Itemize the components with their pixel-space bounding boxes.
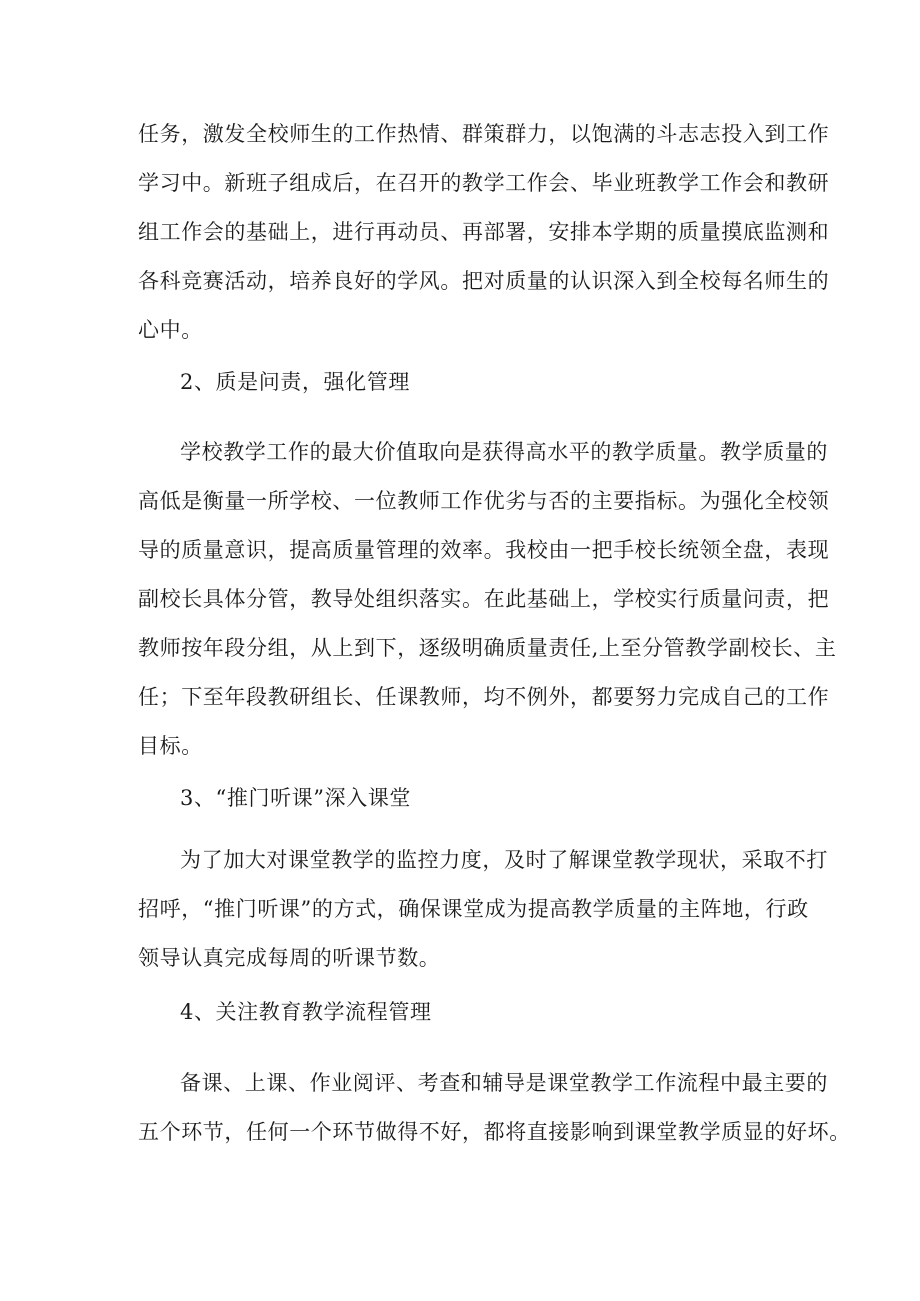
- text-line: 备课、上课、作业阅评、考查和辅导是课堂教学工作流程中最主要的: [180, 1071, 828, 1095]
- text-line: 导的质量意识，提高质量管理的效率。我校由一把手校长统领全盘，表现: [138, 538, 830, 562]
- text-line: 任务，激发全校师生的工作热情、群策群力，以饱满的斗志志投入到工作: [138, 122, 830, 146]
- text-line: 心中。: [138, 318, 203, 342]
- text-line: 组工作会的基础上，进行再动员、再部署，安排本学期的质量摸底监测和: [138, 220, 830, 244]
- text-line: 任；下至年段教研组长、任课教师，均不例外，都要努力完成自己的工作: [138, 685, 830, 709]
- text-line: 高低是衡量一所学校、一位教师工作优劣与否的主要指标。为强化全校领: [138, 489, 830, 513]
- text-line: 招呼，“推门听课”的方式，确保课堂成为提高教学质量的主阵地，行政: [138, 897, 809, 921]
- text-line: 领导认真完成每周的听课节数。: [138, 946, 441, 970]
- section-heading-4: 4、关注教育教学流程管理: [180, 1000, 432, 1024]
- section-heading-2: 2、质是问责，强化管理: [180, 370, 410, 394]
- section-heading-3: 3、“推门听课”深入课堂: [180, 786, 412, 810]
- text-line: 五个环节，任何一个环节做得不好，都将直接影响到课堂教学质显的好坏。: [138, 1120, 851, 1144]
- text-line: 各科竞赛活动，培养良好的学风。把对质量的认识深入到全校每名师生的: [138, 269, 830, 293]
- text-line: 为了加大对课堂教学的监控力度，及时了解课堂教学现状，采取不打: [180, 848, 828, 872]
- text-line: 学习中。新班子组成后，在召开的教学工作会、毕业班教学工作会和教研: [138, 171, 830, 195]
- text-line: 副校长具体分管，教导处组织落实。在此基础上，学校实行质量问责，把: [138, 587, 830, 611]
- text-line: 教师按年段分组，从上到下，逐级明确质量责任,上至分管教学副校长、主: [138, 636, 837, 660]
- text-line: 目标。: [138, 734, 203, 758]
- text-line: 学校教学工作的最大价值取向是获得高水平的教学质量。教学质量的: [180, 440, 828, 464]
